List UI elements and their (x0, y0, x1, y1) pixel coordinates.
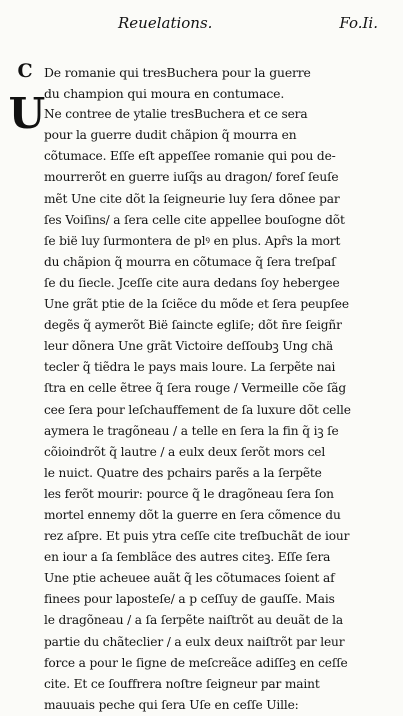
text-line: mauuais peche qui ſera Uſe en ceſſe Uille: (44, 697, 299, 712)
text-line: partie du chãteclier / a eulx deux naiſtrõt par leur (44, 634, 345, 649)
text-line: tecler q̃ tiẽdra le pays mais loure. La ſerpẽte nai (44, 360, 336, 375)
text-line: degẽs q̃ aymerõt Bië ſaincte egliſe; dõt n̄re ſeigñr (44, 318, 342, 333)
text-line: Ne contree de ytalie tresBuchera et ce sera (44, 107, 308, 122)
running-title: Reuelations. (118, 14, 213, 32)
text-line: mortel ennemy dõt la guerre en ſera cõmence du (44, 507, 341, 522)
text-line: ſe bië luy ſurmontera de plꝰ en plus. Apȓs la mort (44, 233, 341, 248)
text-line: du chãpion q̃ mourra en cõtumace q̃ ſera treſpaſ (44, 254, 336, 269)
text-line: pour la guerre dudit chãpion q̃ mourra en (44, 128, 297, 143)
text-line: cite. Et ce ſouffrera noſtre ſeigneur par maint (44, 676, 320, 691)
initial-capital: U (8, 89, 46, 138)
text-line: cee ſera pour leſchauffement de ſa luxure dõt celle (44, 402, 351, 417)
text-line: rez aſpre. Et puis ytra ceſſe cite treſbuchãt de iour (44, 529, 350, 544)
text-line: mourrerõt en guerre iuſq̃s au dragon/ foreſ ſeuſe (44, 170, 339, 185)
text-line: les ferõt mourir: pource q̃ le dragõneau ſera ſon (44, 486, 334, 501)
folio-number: Fo.Ii. (339, 14, 378, 32)
text-line: force a pour le ſigne de meſcreãce adiſſeꝫ en ceſſe (44, 655, 348, 670)
text-line: cõioindrõt q̃ lautre / a eulx deux ſerõt mors cel (44, 444, 326, 459)
text-line: Une grãt ptie de la ſciẽce du mõde et ſera peupſee (44, 297, 349, 312)
text-line: leur dõnera Une grãt Victoire deſſoubꝫ Ung chä (44, 339, 334, 354)
text-line: Une ptie acheuee auãt q̃ les cõtumaces ſoient af (44, 571, 335, 586)
running-head (118, 14, 378, 36)
body-text (44, 62, 362, 716)
text-line: le nuict. Quatre des pchairs parẽs a la ſerpẽte (44, 465, 322, 480)
text-line: ſes Voiſins/ a ſera celle cite appellee bouſogne dõt (44, 212, 345, 227)
text-line: mẽt Une cite dõt la ſeigneurie luy ſera dõnee par (44, 191, 340, 206)
text-line: en iour a ſa ſemblãce des autres citeꝫ. Eſſe ſera (44, 550, 331, 565)
text-line: ſtra en celle ẽtree q̃ ſera rouge / Vermeille cõe ſãg (44, 381, 347, 396)
text-line: ſe du ſiecle. Jceſſe cite aura dedans ſoy hebergee (44, 275, 340, 290)
heading-line: du champion qui moura en contumace. (44, 86, 285, 102)
heading-line: De romanie qui tresBuchera pour la guerre (44, 65, 311, 80)
heading-initial: C (17, 60, 33, 82)
text-line: le dragõneau / a ſa ſerpẽte naiſtrõt au deuãt de la (44, 613, 344, 628)
text-line: aymera le tragõneau / a telle en ſera la fin q̃ iꝫ ſe (44, 423, 339, 438)
text-line: finees pour laposteſe/ a p ceſſuy de gauſſe. Mais (44, 592, 335, 607)
text-line: cõtumace. Eſſe eſt appeſſee romanie qui pou de- (44, 149, 336, 164)
